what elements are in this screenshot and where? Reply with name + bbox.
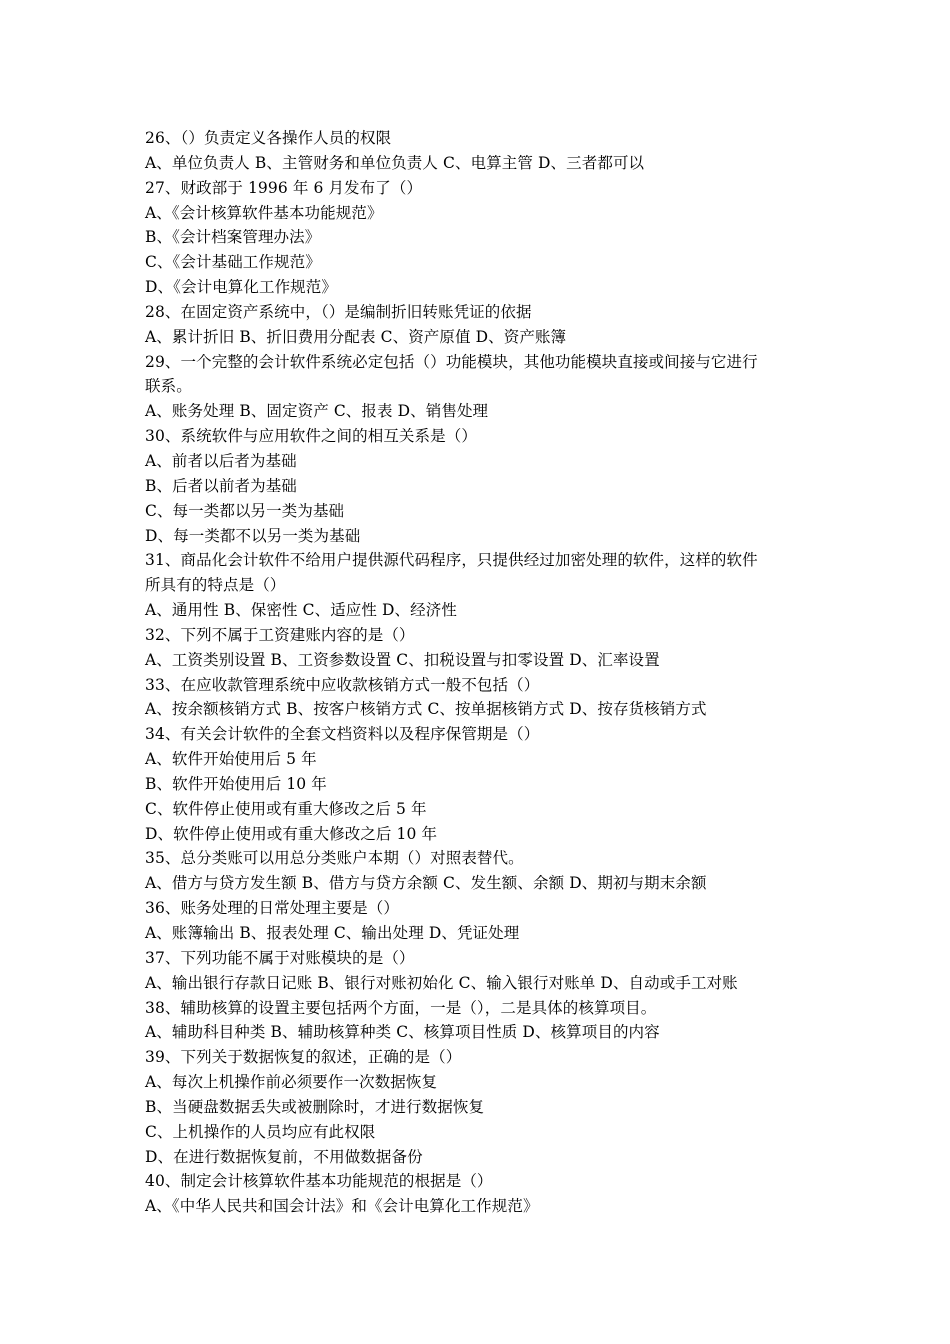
text-line: D、在进行数据恢复前，不用做数据备份: [145, 1147, 423, 1166]
text-line: B、后者以前者为基础: [145, 476, 297, 495]
text-line: 26、（）负责定义各操作人员的权限: [145, 129, 392, 147]
text-line: 所具有的特点是（）: [145, 576, 286, 595]
text-line: A、《会计核算软件基本功能规范》: [145, 203, 383, 222]
text-line: A、每次上机操作前必须要作一次数据恢复: [145, 1073, 438, 1092]
text-line: D、每一类都不以另一类为基础: [145, 526, 361, 545]
text-line: 联系。: [145, 377, 192, 396]
text-line: 40、制定会计核算软件基本功能规范的根据是（）: [145, 1172, 493, 1191]
text-line: 28、在固定资产系统中，（）是编制折旧转账凭证的依据: [145, 302, 532, 321]
text-line: 31、商品化会计软件不给用户提供源代码程序，只提供经过加密处理的软件，这样的软件: [145, 551, 758, 570]
text-line: 39、下列关于数据恢复的叙述，正确的是（）: [145, 1048, 462, 1067]
text-line: D、《会计电算化工作规范》: [145, 278, 337, 297]
text-line: A、辅助科目种类 B、辅助核算种类 C、核算项目性质 D、核算项目的内容: [145, 1023, 660, 1042]
text-line: 27、财政部于 1996 年 6 月发布了（）: [145, 178, 423, 197]
text-line: A、前者以后者为基础: [145, 451, 297, 470]
text-line: 36、账务处理的日常处理主要是（）: [145, 899, 399, 918]
text-line: C、软件停止使用或有重大修改之后 5 年: [145, 799, 427, 818]
text-line: 33、在应收款管理系统中应收款核销方式一般不包括（）: [145, 675, 540, 694]
text-line: A、借方与贷方发生额 B、借方与贷方余额 C、发生额、余额 D、期初与期末余额: [145, 874, 707, 893]
text-line: A、《中华人民共和国会计法》和《会计电算化工作规范》: [145, 1197, 539, 1216]
document-body: [145, 126, 815, 1219]
text-line: A、按余额核销方式 B、按客户核销方式 C、按单据核销方式 D、按存货核销方式: [145, 700, 707, 719]
text-line: A、通用性 B、保密性 C、适应性 D、经济性: [145, 601, 457, 620]
text-line: A、单位负责人 B、主管财务和单位负责人 C、电算主管 D、三者都可以: [145, 153, 645, 172]
text-line: C、《会计基础工作规范》: [145, 253, 321, 272]
text-line: A、输出银行存款日记账 B、银行对账初始化 C、输入银行对账单 D、自动或手工对账: [145, 973, 738, 992]
text-line: A、软件开始使用后 5 年: [145, 750, 317, 769]
text-line: 29、一个完整的会计软件系统必定包括（）功能模块，其他功能模块直接或间接与它进行: [145, 352, 758, 371]
text-line: A、工资类别设置 B、工资参数设置 C、扣税设置与扣零设置 D、汇率设置: [145, 650, 660, 669]
text-line: D、软件停止使用或有重大修改之后 10 年: [145, 824, 438, 843]
text-line: C、每一类都以另一类为基础: [145, 501, 345, 520]
text-line: 37、下列功能不属于对账模块的是（）: [145, 948, 415, 967]
text-line: B、当硬盘数据丢失或被删除时，才进行数据恢复: [145, 1097, 485, 1116]
text-line: B、《会计档案管理办法》: [145, 228, 321, 247]
text-line: A、账务处理 B、固定资产 C、报表 D、销售处理: [145, 402, 489, 421]
text-line: 34、有关会计软件的全套文档资料以及程序保管期是（）: [145, 725, 540, 744]
text-line: B、软件开始使用后 10 年: [145, 774, 327, 793]
text-line: A、账簿输出 B、报表处理 C、输出处理 D、凭证处理: [145, 924, 520, 942]
text-line: 35、总分类账可以用总分类账户本期（）对照表替代。: [145, 849, 524, 868]
text-line: A、累计折旧 B、折旧费用分配表 C、资产原值 D、资产账簿: [145, 327, 567, 346]
text-line: 38、辅助核算的设置主要包括两个方面，一是（），二是具体的核算项目。: [145, 998, 657, 1017]
text-line: 32、下列不属于工资建账内容的是（）: [145, 625, 415, 644]
text-line: 30、系统软件与应用软件之间的相互关系是（）: [145, 427, 477, 446]
text-line: C、上机操作的人员均应有此权限: [145, 1122, 376, 1141]
